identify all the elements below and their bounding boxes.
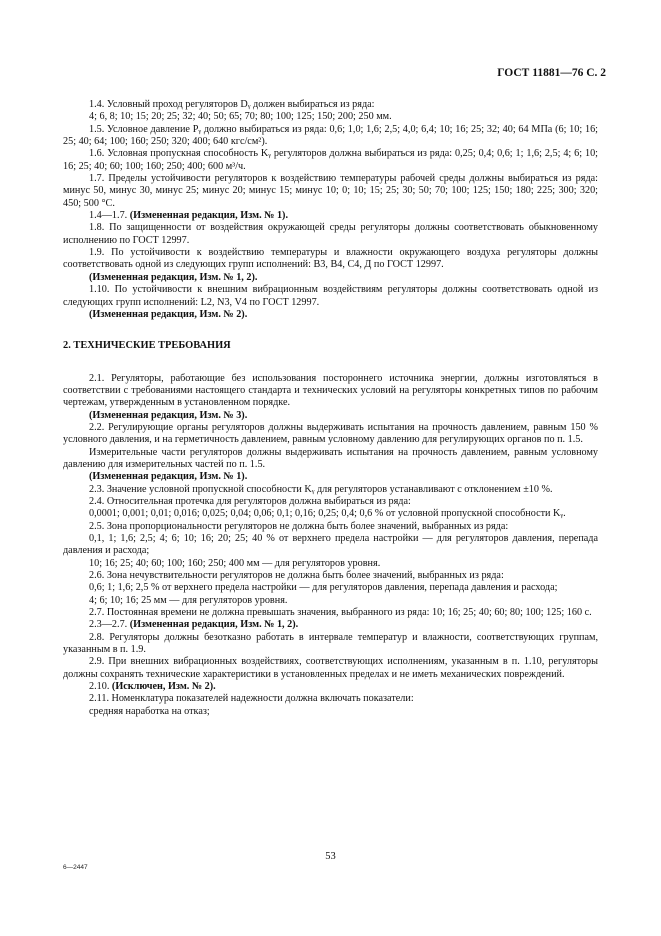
section-title: 2. ТЕХНИЧЕСКИЕ ТРЕБОВАНИЯ <box>63 340 231 352</box>
paragraph-1-6: 1.6. Условная пропускная способность Kᵧ регуляторов должна выбираться из ряда: 0,25; 0,4; 0,6; 1; 1,6; 2,5; 4; 6; 10; 16; 25; 40; 60; 100; 160; 250; 400; 600 м³/ч. <box>63 148 598 172</box>
paragraph-2-4: 2.4. Относительная протечка для регуляторов должна выбираться из ряда: <box>89 495 411 507</box>
paragraph-1-7: 1.7. Пределы устойчивости регуляторов к воздействию температуры рабочей среды должны выбираться из ряда: минус 50, минус 30, минус 25; минус 20; минус 15; минус 10; 0; 10; 15; 25; 30; 50; 70; 100; 125; 150; 180; 225; 300; 320; 450; 500 °С. <box>63 173 598 209</box>
paragraph-2-8: 2.8. Регуляторы должны безотказно работать в интервале температур и влажности, соответствующих группам, указанным в п. 1.9. <box>63 631 598 656</box>
amendment-note: (Измененная редакция, Изм. № 3). <box>89 409 248 421</box>
paragraph-2-5-pressure: 0,1, 1; 1,6; 2,5; 4; 6; 10; 16; 20; 25; 40 % от верхнего предела настройки — для регуляторов давления, перепада давления и расхода; <box>63 533 598 557</box>
paragraph-2-4-values: 0,0001; 0,001; 0,01; 0,016; 0,025; 0,04; 0,06; 0,1; 0,16; 0,25; 0,4; 0,6 % от условной пропускной способности Kᵧ. <box>89 508 566 520</box>
paragraph-1-9: 1.9. По устойчивости к воздействию температуры и влажности окружающего воздуха регуляторы должны соответствовать одной из следующих групп исполнений: В3, В4, С4, Д по ГОСТ 12997. <box>63 247 598 271</box>
paragraph-2-6-pressure: 0,6; 1; 1,6; 2,5 % от верхнего предела настройки — для регуляторов давления, перепада давления и расхода; <box>89 582 558 594</box>
paragraph-1-4: 1.4. Условный проход регуляторов Dᵧ должен выбираться из ряда: <box>89 99 375 110</box>
paragraph-2-7: 2.7. Постоянная времени не должна превышать значения, выбранного из ряда: 10; 16; 25; 40; 60; 80; 100; 125; 160 с. <box>89 607 592 619</box>
amendment-note: (Измененная редакция, Изм. № 2). <box>89 308 248 320</box>
excluded-note: 2.10. (Исключен, Изм. № 2). <box>89 681 216 693</box>
amendment-note: 1.4—1.7. (Измененная редакция, Изм. № 1). <box>89 210 288 222</box>
paragraph-2-5: 2.5. Зона пропорциональности регуляторов не должна быть более значений, выбранных из ряда: <box>89 520 509 532</box>
paragraph-2-2: 2.2. Регулирующие органы регуляторов должны выдерживать испытания на прочность давлением, равным 150 % условного давления, и на герметичность давлением, равным условному давлению для регулирующих органов по п. 1.5. <box>63 421 598 446</box>
paragraph-2-6-level: 4; 6; 10; 16; 25 мм — для регуляторов уровня. <box>89 594 288 606</box>
paragraph-1-4-values: 4; 6, 8; 10; 15; 20; 25; 32; 40; 50; 65; 70; 80; 100; 125; 150; 200; 250 мм. <box>89 111 392 123</box>
amendment-note: 2.3—2.7. (Измененная редакция, Изм. № 1, 2). <box>89 619 299 631</box>
paragraph-2-1: 2.1. Регуляторы, работающие без использования постороннего источника энергии, должны изготовляться в соответствии с требованиями настоящего стандарта и технических условий на регуляторы конкретных типов по рабочим чертежам, утвержденным в установленном порядке. <box>63 372 598 409</box>
page-number: 53 <box>325 851 336 862</box>
amendment-note: (Измененная редакция, Изм. № 1). <box>89 471 248 483</box>
paragraph-1-5: 1.5. Условное давление Pᵧ должно выбираться из ряда: 0,6; 1,0; 1,6; 2,5; 4,0; 6,4; 10; 16; 25; 32; 40; 64 МПа (6; 10; 16; 25; 40; 64; 100; 160; 250; 320; 400; 640 кгс/см²). <box>63 123 598 148</box>
print-code: 6—2447 <box>63 864 88 871</box>
paragraph-2-9: 2.9. При внешних вибрационных воздействиях, соответствующих исполнениям, указанным в п. 1.10, регуляторы должны сохранять технические характеристики в установленных пределах и не иметь механических повреждений. <box>63 656 598 680</box>
paragraph-2-5-level: 10; 16; 25; 40; 60; 100; 160; 250; 400 мм — для регуляторов уровня. <box>89 557 381 569</box>
paragraph-2-11: 2.11. Номенклатура показателей надежности должна включать показатели: <box>89 693 414 705</box>
paragraph-1-10: 1.10. По устойчивости к внешним вибрационным воздействиям регуляторы должны соответствовать одной из следующих групп исполнений: L2, N3, V4 по ГОСТ 12997. <box>63 284 598 308</box>
paragraph-2-3: 2.3. Значение условной пропускной способности Kᵧ для регуляторов устанавливают с отклонением ±10 %. <box>89 483 553 495</box>
page-header: ГОСТ 11881—76 С. 2 <box>497 67 606 79</box>
document-body <box>63 99 598 718</box>
paragraph-2-2-measuring: Измерительные части регуляторов должны выдерживать испытания на прочность давлением, равным условному давлению для измерительных частей по п. 1.5. <box>63 446 598 470</box>
paragraph-1-8: 1.8. По защищенности от воздействия окружающей среды регуляторы должны соответствовать обыкновенному исполнению по ГОСТ 12997. <box>63 222 598 246</box>
paragraph-2-11-item: средняя наработка на отказ; <box>89 705 210 717</box>
amendment-note: (Измененная редакция, Изм. № 1, 2). <box>89 271 258 283</box>
paragraph-2-6: 2.6. Зона нечувствительности регуляторов не должна быть более значений, выбранных из ряда: <box>89 570 504 582</box>
